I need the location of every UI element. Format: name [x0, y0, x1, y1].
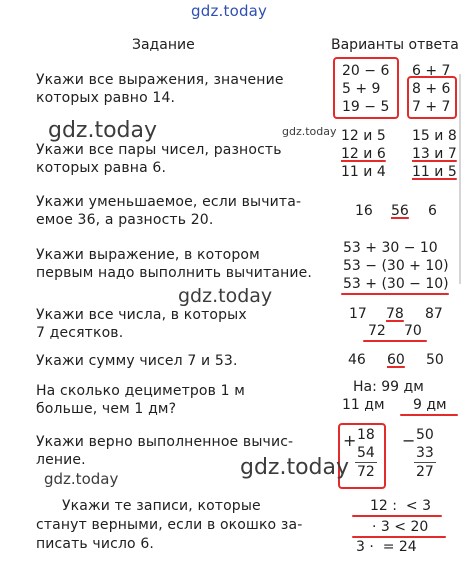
- task-4-line-1: Укажи выражение, в котором: [36, 247, 260, 263]
- q8-col2-mid: 33: [416, 445, 434, 461]
- task-9: [36, 497, 306, 554]
- q9-option-1: 12 : < 3: [370, 498, 431, 514]
- q5-option-2: 78: [386, 306, 404, 322]
- q3-option-3: 6: [428, 203, 437, 219]
- top-watermark: gdz.today: [191, 2, 268, 20]
- q8-plus-sign: +: [343, 431, 357, 450]
- q9-option-3: 3 · = 24: [356, 539, 417, 555]
- watermark-a: gdz.today: [48, 118, 158, 143]
- task-2: [36, 141, 294, 177]
- task-1-line-2: которых равно 14.: [36, 90, 176, 106]
- q7-option-2: 11 дм: [342, 397, 385, 413]
- answers-column-header: Варианты ответа: [331, 37, 459, 53]
- task-5-line-2: 7 десятков.: [36, 325, 124, 341]
- q1-option-left-3: 19 − 5: [342, 99, 390, 115]
- watermark-d: gdz.today: [240, 455, 350, 480]
- q8-col1-mid: 54: [357, 445, 375, 461]
- q1-option-left-1: 20 − 6: [342, 63, 390, 79]
- task-3-line-2: емое 36, а разность 20.: [36, 212, 214, 228]
- q8-col2-top: 50: [416, 427, 434, 443]
- task-2-line-2: которых равна 6.: [36, 160, 167, 176]
- task-5-line-1: Укажи все числа, в которых: [36, 307, 247, 323]
- q7-option-1: На: 99 дм: [353, 379, 424, 395]
- task-4-line-2: первым надо выполнить вычитание.: [36, 265, 313, 281]
- q5-option-1: 17: [349, 306, 367, 322]
- q3-option-2: 56: [391, 203, 409, 219]
- q4-option-3: 53 + (30 − 10): [343, 276, 449, 292]
- task-8-line-2: ление.: [36, 452, 86, 468]
- q5-option-3: 87: [425, 306, 443, 322]
- q4-option-1: 53 + 30 − 10: [343, 240, 438, 256]
- q9-option-1-underline: [352, 515, 442, 517]
- task-5: [36, 306, 294, 342]
- q2-option-right-3: 11 и 5: [412, 164, 457, 180]
- q8-col1-result: 72: [357, 464, 375, 480]
- margin-line: [459, 74, 461, 284]
- task-7-line-2: больше, чем 1 дм?: [36, 401, 177, 417]
- task-9-line-3: писать число 6.: [36, 536, 155, 552]
- q8-col1-top: 18: [357, 427, 375, 443]
- watermark-b: gdz.today: [282, 125, 337, 138]
- q5-option-4: 72: [368, 323, 386, 339]
- q7-option-3: 9 дм: [413, 397, 447, 413]
- q5-option-5: 70: [404, 323, 422, 339]
- q4-option-2: 53 − (30 + 10): [343, 258, 449, 274]
- task-9-line-1: Укажи те записи, которые: [62, 498, 261, 514]
- q3-option-1: 16: [355, 203, 373, 219]
- task-9-line-2: станут верными, если в окошко за-: [36, 517, 303, 533]
- q6-option-2: 60: [387, 352, 405, 368]
- q8-minus-sign: −: [402, 431, 416, 450]
- q2-option-left-3: 11 и 4: [341, 164, 386, 180]
- q4-answer-underline: [341, 293, 449, 295]
- watermark-e: gdz.today: [44, 470, 119, 488]
- q1-option-right-3: 7 + 7: [412, 99, 451, 115]
- q1-option-right-2: 8 + 6: [412, 81, 451, 97]
- task-3: [36, 193, 302, 229]
- q8-col2-result: 27: [416, 464, 434, 480]
- task-6-line-1: Укажи сумму чисел 7 и 53.: [36, 353, 238, 369]
- task-7: [36, 382, 294, 418]
- task-2-line-1: Укажи все пары чисел, разность: [36, 142, 282, 158]
- q9-option-2: · 3 < 20: [372, 519, 429, 535]
- q7-answer-underline: [400, 414, 458, 416]
- task-7-line-1: На сколько дециметров 1 м: [36, 383, 246, 399]
- q2-option-right-1: 15 и 8: [412, 128, 457, 144]
- task-column-header: Задание: [132, 37, 195, 53]
- task-4: [36, 246, 313, 282]
- q2-option-right-2: 13 и 7: [412, 146, 457, 162]
- task-1-line-1: Укажи все выражения, значение: [36, 72, 284, 88]
- task-6: [36, 352, 316, 370]
- q1-option-left-2: 5 + 9: [342, 81, 381, 97]
- q2-option-left-1: 12 и 5: [341, 128, 386, 144]
- q2-option-left-2: 12 и 6: [341, 146, 386, 162]
- watermark-c: gdz.today: [178, 285, 273, 307]
- q6-option-1: 46: [348, 352, 366, 368]
- q1-option-right-1: 6 + 7: [412, 63, 451, 79]
- task-1: [36, 71, 294, 107]
- q5-answer-underline: [363, 340, 427, 342]
- task-3-line-1: Укажи уменьшаемое, если вычита-: [36, 194, 302, 210]
- task-8-line-1: Укажи верно выполненное вычис-: [36, 434, 294, 450]
- q6-option-3: 50: [426, 352, 444, 368]
